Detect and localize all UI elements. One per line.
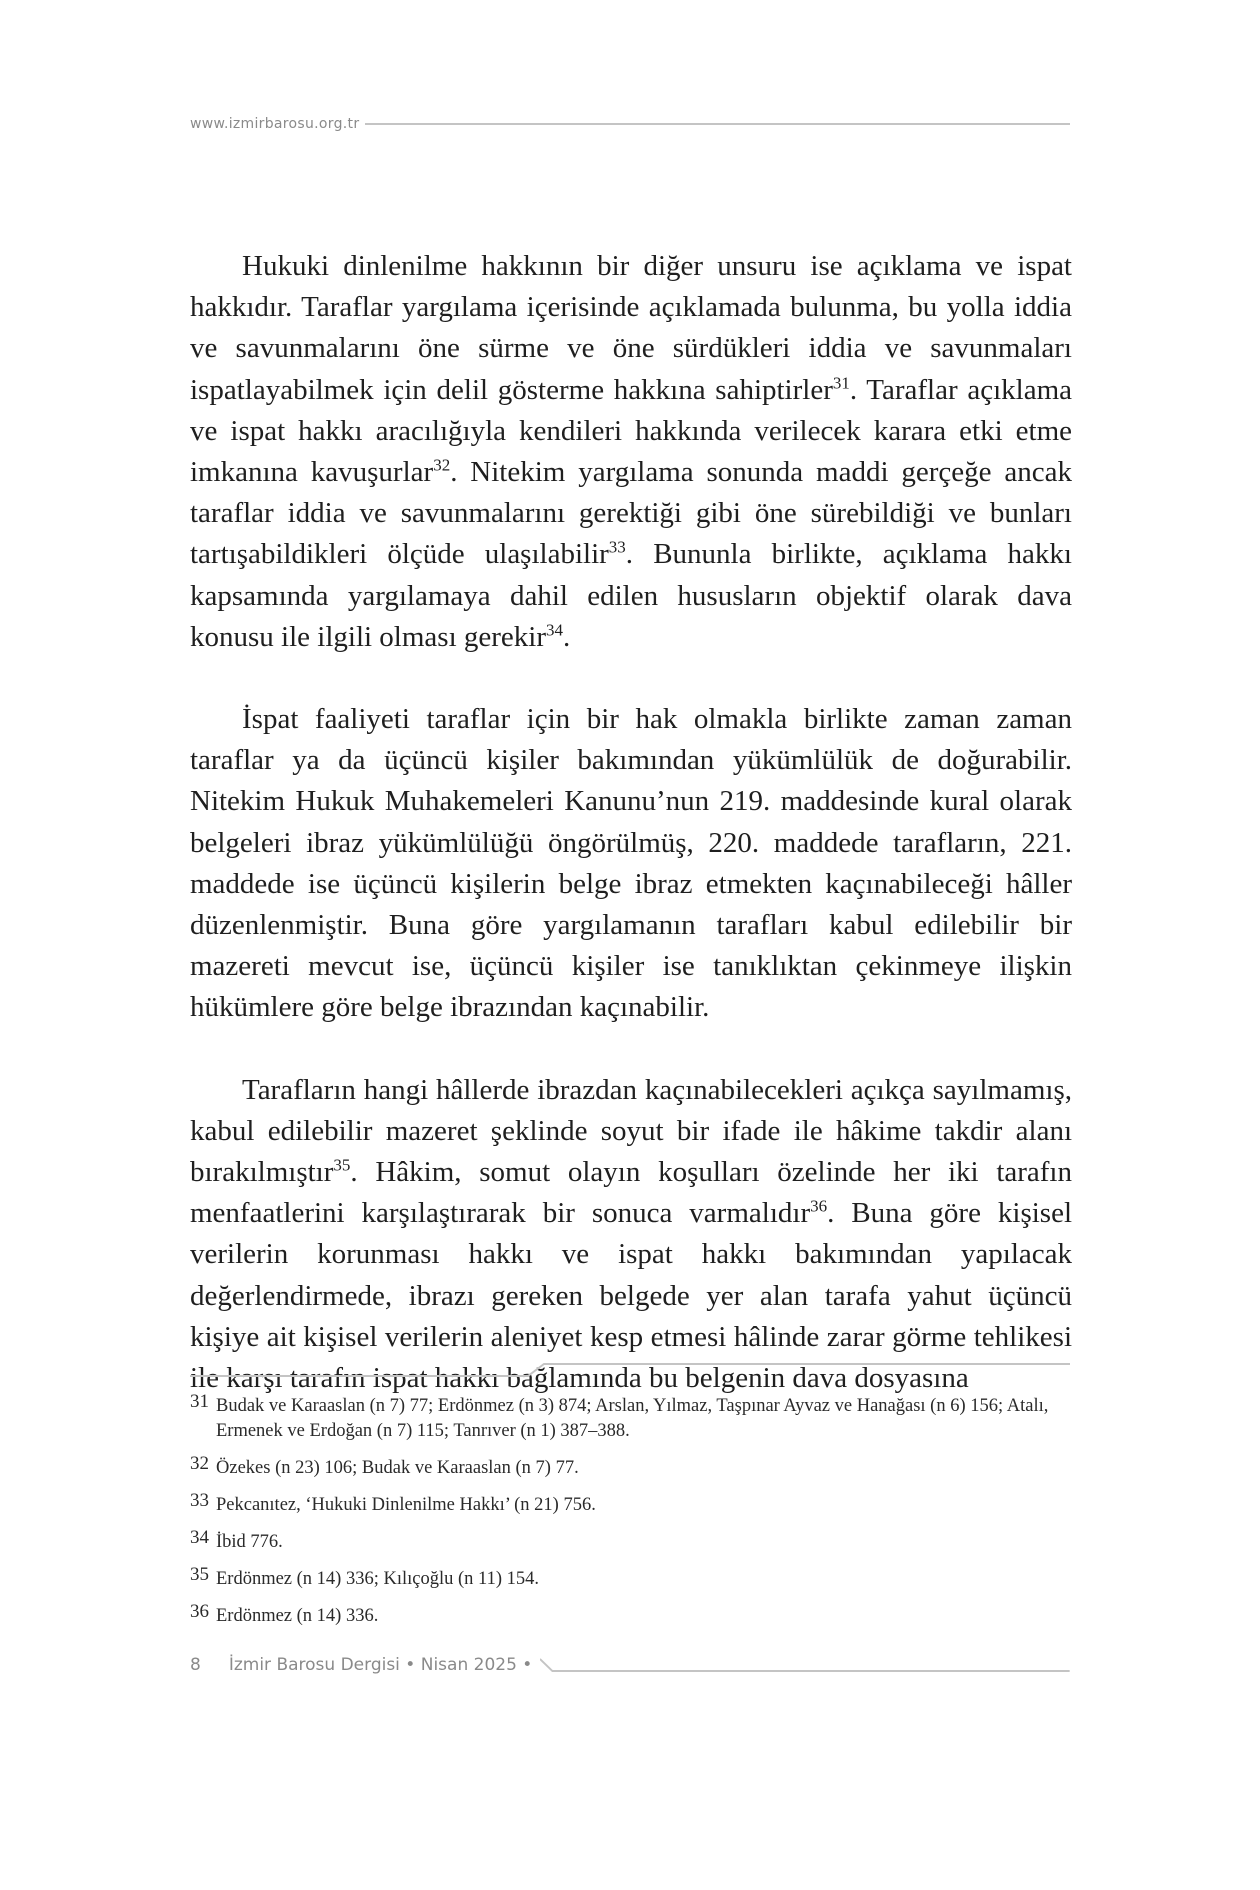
paragraph-text: . Nitekim yargılama sonunda maddi gerçeğe ancak taraflar iddia ve savunmalarını gerektiği gibi öne sürebildiği ve bunları tartışabildikleri ölçüde ulaşılabilir — [190, 456, 1072, 571]
footnote-number: 31 — [190, 1391, 209, 1412]
footnote — [190, 1601, 1070, 1629]
footnotes — [190, 1391, 1070, 1641]
footnote-ref: 32 — [433, 455, 451, 475]
paragraph-text: İspat faaliyeti taraflar için bir hak olmakla birlikte zaman zaman taraflar ya da üçüncü kişiler bakımından yükümlülük de doğurabilir. Nitekim Hukuk Muhakemeleri Kanunu’nun 219. maddesinde kural olarak belgeleri ibraz yükümlülüğü öngörülmüş, 220. maddede tarafların, 221. maddede ise üçüncü kişilerin belge ibraz etmekten kaçınabileceği hâller düzenlenmiştir. Buna göre yargılamanın tarafları kabul edilebilir bir mazereti mevcut ise, üçüncü kişiler ise tanıklıktan çekinmeye ilişkin hükümlere göre belge ibrazından kaçınabilir. — [190, 703, 1072, 1024]
footnote-number: 33 — [190, 1490, 209, 1511]
paragraph — [190, 246, 1072, 658]
footnote — [190, 1527, 1070, 1555]
footnote — [190, 1490, 1070, 1518]
paragraph — [190, 699, 1072, 1029]
footnote-text: Erdönmez (n 14) 336; Kılıçoğlu (n 11) 154. — [216, 1569, 540, 1589]
footer-rule — [540, 1657, 1070, 1673]
page-footer — [190, 1652, 1070, 1678]
footnote-ref: 31 — [832, 372, 850, 392]
footnote-number: 32 — [190, 1453, 209, 1474]
footnote-ref: 33 — [608, 537, 626, 557]
footnote-text: İbid 776. — [216, 1532, 283, 1552]
footnote-ref: 35 — [333, 1155, 351, 1175]
footnote-separator — [190, 1362, 1070, 1378]
footnote — [190, 1564, 1070, 1592]
footnote — [190, 1453, 1070, 1481]
footnote-text: Özekes (n 23) 106; Budak ve Karaaslan (n 7) 77. — [216, 1458, 579, 1478]
footnote-number: 35 — [190, 1564, 209, 1585]
paragraph-text: Tarafların hangi hâllerde ibrazdan kaçınabilecekleri açıkça sayılmamış, kabul edilebilir mazeret şeklinde soyut bir ifade ile hâkime takdir alanı bırakılmıştır — [190, 1073, 1072, 1189]
journal-issue: İzmir Barosu Dergisi • Nisan 2025 • — [228, 1655, 533, 1675]
footnote-ref: 36 — [810, 1196, 828, 1216]
body-text — [190, 246, 1072, 1399]
page-header — [190, 112, 1070, 136]
footnote-text: Pekcanıtez, ‘Hukuki Dinlenilme Hakkı’ (n 21) 756. — [216, 1495, 596, 1515]
footnote-number: 34 — [190, 1527, 209, 1548]
footnote-text: Erdönmez (n 14) 336. — [216, 1606, 379, 1626]
footnote-ref: 34 — [546, 620, 564, 640]
footnote-text: Budak ve Karaaslan (n 7) 77; Erdönmez (n 3) 874; Arslan, Yılmaz, Taşpınar Ayvaz ve Hanağası (n 6) 156; Atalı, Ermenek ve Erdoğan (n 7) 115; Tanrıver (n 1) 387–388. — [216, 1396, 1049, 1441]
footnote-number: 36 — [190, 1601, 209, 1622]
header-rule — [365, 123, 1070, 125]
paragraph — [190, 1070, 1072, 1400]
paragraph-text: . Buna göre kişisel verilerin korunması hakkı ve ispat hakkı bakımından yapılacak değerlendirmede, ibrazı gereken belgede yer alan tarafa yahut üçüncü kişiye ait kişisel verilerin aleniyet kesp etmesi hâlinde zarar görme tehlikesi ile karşı tarafın ispat hakkı bağlamında bu belgenin dava dosyasına — [190, 1197, 1073, 1395]
page-number: 8 — [190, 1655, 201, 1675]
paragraph-text: . — [563, 620, 571, 653]
paragraph-text: . Taraflar açıklama ve ispat hakkı aracılığıyla kendileri hakkında verilecek karara etki etme imkanına kavuşurlar — [190, 373, 1072, 489]
paragraph-text: Hukuki dinlenilme hakkının bir diğer unsuru ise açıklama ve ispat hakkıdır. Taraflar yargılama içerisinde açıklamada bulunma, bu yolla iddia ve savunmalarını öne sürme ve öne sürdükleri iddia ve savunmaları ispatlayabilmek için delil gösterme hakkına sahiptirler — [190, 250, 1072, 406]
paragraph-text: . Hâkim, somut olayın koşulları özelinde her iki tarafın menfaatlerini karşılaştırarak bir sonuca varmalıdır — [190, 1156, 1072, 1230]
paragraph-text: . Bununla birlikte, açıklama hakkı kapsamında yargılamaya dahil edilen hususların objektif olarak dava konusu ile ilgili olması gerekir — [190, 538, 1072, 653]
footnote — [190, 1391, 1070, 1444]
header-url: www.izmirbarosu.org.tr — [190, 116, 360, 132]
